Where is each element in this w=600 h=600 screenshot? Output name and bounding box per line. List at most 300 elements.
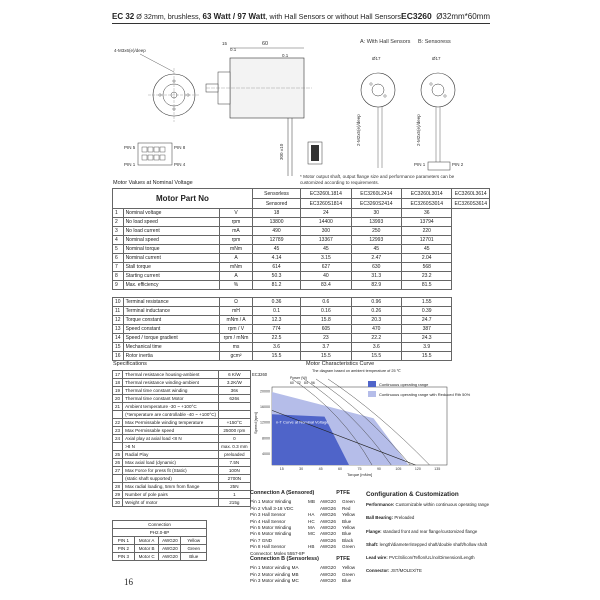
table-row	[113, 281, 490, 290]
spec-row	[113, 451, 251, 459]
row-value: 20.3	[351, 316, 401, 325]
row-value: 12.3	[252, 316, 300, 325]
row-value: 50.3	[252, 272, 300, 281]
spec-parameter: Thermal resistance winding-ambient	[123, 379, 219, 387]
customization-value: length/diameter/stepped shaft/double shaft/hollow shaft	[378, 541, 488, 547]
connection-a-cell: Blue	[342, 531, 352, 537]
row-number: 13	[113, 325, 124, 334]
connection-b-cell: Pin 2 Motor winding MB	[250, 571, 299, 577]
spec-parameter: Max Permissable speed	[123, 427, 219, 435]
connector-subtitle: PH2.0-8P	[113, 529, 207, 537]
row-parameter: Max. efficiency	[123, 281, 220, 290]
table-row	[113, 218, 490, 227]
connection-b-cell: Green	[342, 571, 355, 577]
pinout-connector	[138, 143, 172, 165]
row-value: 31.3	[351, 272, 401, 281]
connector-cell: Motor A	[134, 537, 159, 545]
spec-number: 25	[113, 451, 123, 459]
spec-parameter: Thermal time constant winding	[123, 387, 219, 395]
spec-number	[113, 443, 123, 451]
y-tick-label: 4000	[262, 451, 270, 456]
header-model-right: EC3260	[401, 11, 432, 21]
row-value: 3.7	[301, 343, 351, 352]
label-sensored: Sensored	[252, 199, 300, 209]
row-number: 16	[113, 352, 124, 361]
connection-a-cell: MC	[308, 531, 316, 537]
spec-parameter: Ambient temperature -30 ~ +100°C	[123, 403, 219, 411]
row-value: 3.15	[301, 254, 351, 263]
customization-item	[366, 555, 496, 560]
row-number: 12	[113, 316, 124, 325]
connection-a-cell: AWG26	[320, 505, 336, 511]
connection-a-cell: AWG26	[320, 544, 336, 550]
chart-model-label: EC3260	[252, 372, 268, 377]
row-value: 81.2	[252, 281, 300, 290]
spec-number: 23	[113, 427, 123, 435]
connector-cell: PIN 1	[113, 537, 135, 545]
spec-number: 18	[113, 379, 123, 387]
spec-parameter: Thermal resistance housing-ambient	[123, 371, 219, 379]
customization-key: Connector:	[366, 568, 390, 574]
customization-item	[366, 529, 496, 534]
legend-label-reduced: Continuous operating range with Reduced Rth 50%	[379, 392, 471, 397]
header-left	[112, 12, 401, 21]
connection-a-cell: AWG20	[320, 525, 336, 531]
customization-value: JST/MOLEX/TE	[389, 568, 422, 574]
spec-value	[219, 403, 251, 411]
connection-a-cell: HA	[308, 512, 315, 518]
spec-row	[113, 459, 251, 467]
row-unit: V	[220, 209, 253, 218]
row-unit: rpm	[220, 236, 253, 245]
row-value: 1.55	[402, 298, 452, 307]
table-row	[113, 298, 490, 307]
legend-label-continuous: Continuous operating range	[379, 382, 429, 387]
connector-row	[113, 545, 207, 553]
row-parameter: Nominal current	[123, 254, 220, 263]
row-value: 13794	[402, 218, 452, 227]
thread-note: 4-M3x6(e)/deep	[114, 48, 146, 53]
row-unit: gcm²	[220, 352, 253, 361]
model-sensorless: EC3260L2414	[351, 189, 401, 199]
row-unit: mNm	[220, 263, 253, 272]
row-value: 630	[351, 263, 401, 272]
dim-cable-length: 300 ±10	[279, 143, 284, 160]
spec-value: 215g	[219, 499, 251, 507]
pin1-label: PIN 1	[124, 162, 136, 167]
spec-parameter: (*temperature are controllable -40 ~ +100°C)	[123, 411, 219, 419]
row-value: 470	[351, 325, 401, 334]
row-value: 22.5	[252, 334, 300, 343]
x-axis-label: Torque [mNm]	[346, 472, 373, 477]
spec-number: 27	[113, 467, 123, 475]
connection-a-cell: AWG20	[320, 531, 336, 537]
model-sensored: EC3260S3614	[452, 199, 490, 209]
connection-a-cell: Pin 6 Motor Winding	[250, 531, 292, 537]
spec-row	[113, 411, 251, 419]
specs-title: Specifications	[113, 361, 147, 367]
x-tick-label: 30	[299, 467, 304, 471]
connection-a-cell: Yellow	[342, 525, 356, 531]
connector-cell: AWG20	[159, 537, 181, 545]
customization-value: Customizable within continuous operating range	[394, 502, 490, 508]
table-row	[113, 209, 490, 218]
spec-row	[113, 467, 251, 475]
pin1b-label: PIN 1	[414, 162, 426, 167]
row-value: 605	[301, 325, 351, 334]
customization-item	[366, 542, 496, 547]
row-value: 15.5	[351, 352, 401, 361]
connector-cell: Motor C	[134, 553, 159, 561]
connector-cell: Blue	[181, 553, 207, 561]
power-tick: 96	[311, 381, 315, 385]
label-with-hall: A: With Hall Sensors	[360, 39, 411, 45]
row-value: 15.5	[402, 352, 452, 361]
spec-row	[113, 475, 251, 483]
model-sensored: EC3260S2414	[351, 199, 401, 209]
dim-tol: 0.1	[282, 53, 289, 58]
row-value: 24	[301, 209, 351, 218]
spec-row	[113, 395, 251, 403]
table-row	[113, 316, 490, 325]
spec-row	[113, 371, 251, 379]
row-value: 13367	[301, 236, 351, 245]
motor-values-title: Motor Values at Nominal Voltage	[113, 180, 193, 186]
row-parameter: Nominal speed	[123, 236, 220, 245]
spec-number	[113, 475, 123, 483]
row-unit: rpm / V	[220, 325, 253, 334]
connection-a-ptfe: PTFE	[336, 490, 350, 496]
hole-note-b: 2-M2x5(e)/deep	[416, 114, 421, 146]
connection-a-cell: AWG26	[320, 537, 336, 543]
row-number: 11	[113, 307, 124, 316]
table-gap	[113, 290, 490, 298]
connection-a-cell: Blue	[342, 518, 352, 524]
spec-parameter: Radial Play	[123, 451, 219, 459]
spec-row	[113, 491, 251, 499]
connector-cell: PIN 2	[113, 545, 135, 553]
row-value: 82.9	[351, 281, 401, 290]
row-value: 12701	[402, 236, 452, 245]
row-value: 45	[252, 245, 300, 254]
row-unit: mNm	[220, 245, 253, 254]
connection-a-cell: Pin 3 Hall Sensor	[250, 512, 286, 518]
connection-a-cell: HC	[308, 518, 315, 524]
row-parameter: Torque constant	[123, 316, 220, 325]
row-number: 9	[113, 281, 124, 290]
row-parameter: Speed / torque gradient	[123, 334, 220, 343]
spec-row	[113, 483, 251, 491]
customization-key: Ball Bearing:	[366, 515, 394, 521]
customization-value: PVC/Silicon/Teflon/UL/no/Dimension/Length	[387, 555, 475, 561]
connector-cell: Motor B	[134, 545, 159, 553]
row-number: 7	[113, 263, 124, 272]
connection-b-ptfe: PTFE	[336, 556, 350, 562]
spec-number: 29	[113, 491, 123, 499]
spec-number: 22	[113, 419, 123, 427]
row-value: 45	[301, 245, 351, 254]
pin2b-label: PIN 2	[452, 162, 464, 167]
connection-b-title: Connection B (Sensorless)	[250, 556, 319, 562]
row-value: 81.5	[402, 281, 452, 290]
row-value: 387	[402, 325, 452, 334]
header-spec: Ø 32mm, brushless,	[134, 12, 203, 21]
spec-value: 1	[219, 491, 251, 499]
spec-value: 6 K/W	[219, 371, 251, 379]
curve-title: Motor Characteristics Curve	[306, 361, 375, 367]
spec-parameter: Max axial load (dynamic)	[123, 459, 219, 467]
x-tick-label: 60	[338, 467, 343, 471]
table-row	[113, 334, 490, 343]
row-value: 300	[301, 227, 351, 236]
row-value: 15.5	[301, 352, 351, 361]
motor-part-no-label: Motor Part No	[113, 189, 253, 209]
spec-parameter: Max radial loading, 5mm from flange	[123, 483, 219, 491]
table-row	[113, 352, 490, 361]
row-unit: rpm / mNm	[220, 334, 253, 343]
row-value: 3.9	[402, 343, 452, 352]
spec-parameter: Weight of motor	[123, 499, 219, 507]
row-value: 13800	[252, 218, 300, 227]
connection-a-cell: MB	[308, 499, 315, 505]
row-value: 4.14	[252, 254, 300, 263]
y-tick-label: 16000	[260, 405, 270, 410]
header-model: EC 32	[112, 12, 135, 21]
x-tick-label: 45	[318, 467, 323, 471]
header-row-sensorless	[113, 189, 490, 199]
header-power: 63 Watt / 97 Watt	[202, 12, 266, 21]
connection-a-cell: Pin 1 Motor Winding	[250, 499, 292, 505]
connection-a-cell: MA	[308, 525, 315, 531]
row-value: 22.2	[351, 334, 401, 343]
spec-value: 36s	[219, 387, 251, 395]
connection-b-cell: Pin 3 Motor winding MC	[250, 578, 299, 584]
row-value: 490	[252, 227, 300, 236]
header-right	[401, 11, 490, 21]
row-parameter: Mechanical time	[123, 343, 220, 352]
connection-a-cell: HB	[308, 544, 315, 550]
table-row	[113, 263, 490, 272]
row-number: 15	[113, 343, 124, 352]
spec-value: preloaded	[219, 451, 251, 459]
spec-row	[113, 427, 251, 435]
header-spec-tail: , with Hall Sensors or without Hall Sensors	[265, 12, 401, 21]
x-tick-label: 135	[434, 467, 441, 471]
legend-swatch-reduced	[368, 391, 376, 397]
row-parameter: Terminal inductance	[123, 307, 220, 316]
specifications-table	[112, 370, 251, 507]
row-value: 0.39	[402, 307, 452, 316]
row-number: 10	[113, 298, 124, 307]
power-tick: 84	[304, 381, 308, 385]
x-tick-label: 15	[279, 467, 284, 471]
spec-parameter: Max Permissable winding temperature	[123, 419, 219, 427]
motor-values-table	[112, 188, 490, 361]
spec-number: 24	[113, 435, 123, 443]
connection-a-cell: AWG26	[320, 518, 336, 524]
customization-item	[366, 515, 496, 520]
row-parameter: No load current	[123, 227, 220, 236]
table-row	[113, 245, 490, 254]
connection-a-cell: AWG20	[320, 499, 336, 505]
row-value: 0.96	[351, 298, 401, 307]
spec-value: 2700N	[219, 475, 251, 483]
customization-note: * Motor output shaft, output flange size and performance parameters can be customized according to requirements.	[300, 174, 455, 185]
row-unit: mH	[220, 307, 253, 316]
rear-view-b	[421, 73, 455, 107]
header-dims: Ø32mm*60mm	[436, 12, 490, 21]
model-sensorless: EC3260L3014	[402, 189, 452, 199]
row-value: 12993	[351, 236, 401, 245]
row-unit: A	[220, 254, 253, 263]
connection-b-row	[250, 578, 362, 584]
page-header	[112, 10, 490, 24]
connection-a-cell: Pin 8 Hall Sensor	[250, 544, 286, 550]
row-value: 40	[301, 272, 351, 281]
connection-a-title: Connection A (Sensored)	[250, 490, 315, 496]
row-unit: mA	[220, 227, 253, 236]
chart-caption: The diagram based on ambient temperature of 25 ℃	[312, 369, 401, 373]
pin5-label: PIN 5	[124, 145, 136, 150]
row-value: 0.6	[301, 298, 351, 307]
row-number: 8	[113, 272, 124, 281]
row-value: 24.3	[402, 334, 452, 343]
table-row	[113, 227, 490, 236]
spec-value: 25N	[219, 483, 251, 491]
spec-number: 28	[113, 483, 123, 491]
connection-b-block	[250, 556, 362, 585]
customization-title: Configuration & Customization	[366, 491, 459, 498]
spec-parameter: Max Force for press fit (Static)	[123, 467, 219, 475]
row-number: 14	[113, 334, 124, 343]
x-tick-label: 90	[376, 467, 381, 471]
spec-row	[113, 419, 251, 427]
row-number: 6	[113, 254, 124, 263]
row-number: 5	[113, 245, 124, 254]
connection-a-cell: Red	[342, 505, 351, 511]
connection-b-cell: Blue	[342, 578, 352, 584]
customization-key: Lead wire:	[366, 555, 388, 561]
row-value: 23.2	[402, 272, 452, 281]
row-parameter: Starting current	[123, 272, 220, 281]
connection-a-row	[250, 544, 362, 550]
row-value: 83.4	[301, 281, 351, 290]
spec-parameter: Number of pole pairs	[123, 491, 219, 499]
connector-row	[113, 553, 207, 561]
connection-a-cell: AWG26	[320, 512, 336, 518]
row-unit: Ω	[220, 298, 253, 307]
row-value: 23	[301, 334, 351, 343]
customization-value: standard front and rear flange/customized flange	[381, 528, 478, 534]
row-unit: rpm	[220, 218, 253, 227]
connection-b-cell: AWG20	[320, 571, 336, 577]
row-parameter: Stall torque	[123, 263, 220, 272]
power-tick: 72	[297, 381, 301, 385]
rear-view-a	[361, 73, 395, 107]
label-sensorless: B: Sensoress	[418, 39, 451, 45]
label-sensorless: Sensorless	[252, 189, 300, 199]
row-value: 0.26	[351, 307, 401, 316]
x-tick-label: 75	[357, 467, 362, 471]
spec-value: 25000 rpm	[219, 427, 251, 435]
customization-block	[366, 492, 496, 581]
row-value: 3.6	[351, 343, 401, 352]
connector-table	[112, 520, 207, 561]
row-parameter: Nominal voltage	[123, 209, 220, 218]
y-tick-label: 20000	[260, 389, 270, 394]
characteristics-chart	[250, 367, 490, 482]
row-unit: mNm / A	[220, 316, 253, 325]
row-value: 12789	[252, 236, 300, 245]
spec-number: 21	[113, 403, 123, 411]
spec-parameter: >8 N	[123, 443, 219, 451]
dim-d17b: Ø17	[432, 56, 441, 61]
row-value: 30	[351, 209, 401, 218]
row-value: 220	[402, 227, 452, 236]
dim-length: 60	[262, 41, 269, 47]
row-value: 3.6	[252, 343, 300, 352]
connection-b-cell: AWG20	[320, 578, 336, 584]
y-tick-label: 8000	[262, 436, 270, 441]
connection-a-cell: Black	[342, 537, 354, 543]
connection-a-cell: Green	[342, 544, 355, 550]
spec-row	[113, 499, 251, 507]
page-number: 16	[124, 577, 133, 587]
pin8-label: PIN 8	[174, 145, 186, 150]
row-value: 0.1	[252, 307, 300, 316]
spec-parameter: (static shaft supported)	[123, 475, 219, 483]
model-sensored: EC3260S3014	[402, 199, 452, 209]
row-parameter: Terminal resistance	[123, 298, 220, 307]
spec-number: 19	[113, 387, 123, 395]
model-sensorless: EC3260L1814	[301, 189, 351, 199]
spec-value: 3.2K/W	[219, 379, 251, 387]
connection-b-cell: AWG20	[320, 565, 336, 571]
connection-a-cell: Pin 4 Hall Sensor	[250, 518, 286, 524]
y-axis-label: Speed [rpm]	[253, 412, 258, 434]
row-value: 614	[252, 263, 300, 272]
spec-row	[113, 387, 251, 395]
spec-row	[113, 403, 251, 411]
connector-cell: Yellow	[181, 537, 207, 545]
connection-a-cell: Pin 5 Motor Winding	[250, 525, 292, 531]
row-value: 45	[351, 245, 401, 254]
connector-cell: Green	[181, 545, 207, 553]
power-label: Power (W)	[290, 376, 307, 380]
connector-cell: AWG20	[159, 553, 181, 561]
spec-number	[113, 411, 123, 419]
row-parameter: Rotor inertia	[123, 352, 220, 361]
row-number: 2	[113, 218, 124, 227]
y-tick-label: 12000	[260, 420, 270, 425]
row-value: 15.8	[301, 316, 351, 325]
connection-b-cell: Pin 1 Motor winding MA	[250, 565, 299, 571]
row-value: 0.16	[301, 307, 351, 316]
customization-item	[366, 502, 496, 507]
spec-parameter: Thermal time constant Motor	[123, 395, 219, 403]
spec-number: 17	[113, 371, 123, 379]
dim-tol-a: 0.1	[230, 47, 237, 52]
technical-drawing	[112, 28, 492, 176]
table-row	[113, 307, 490, 316]
row-unit: A	[220, 272, 253, 281]
row-value: 250	[351, 227, 401, 236]
spec-value: 100N	[219, 467, 251, 475]
table-row	[113, 236, 490, 245]
row-number: 3	[113, 227, 124, 236]
table-row	[113, 254, 490, 263]
row-value: 18	[252, 209, 300, 218]
